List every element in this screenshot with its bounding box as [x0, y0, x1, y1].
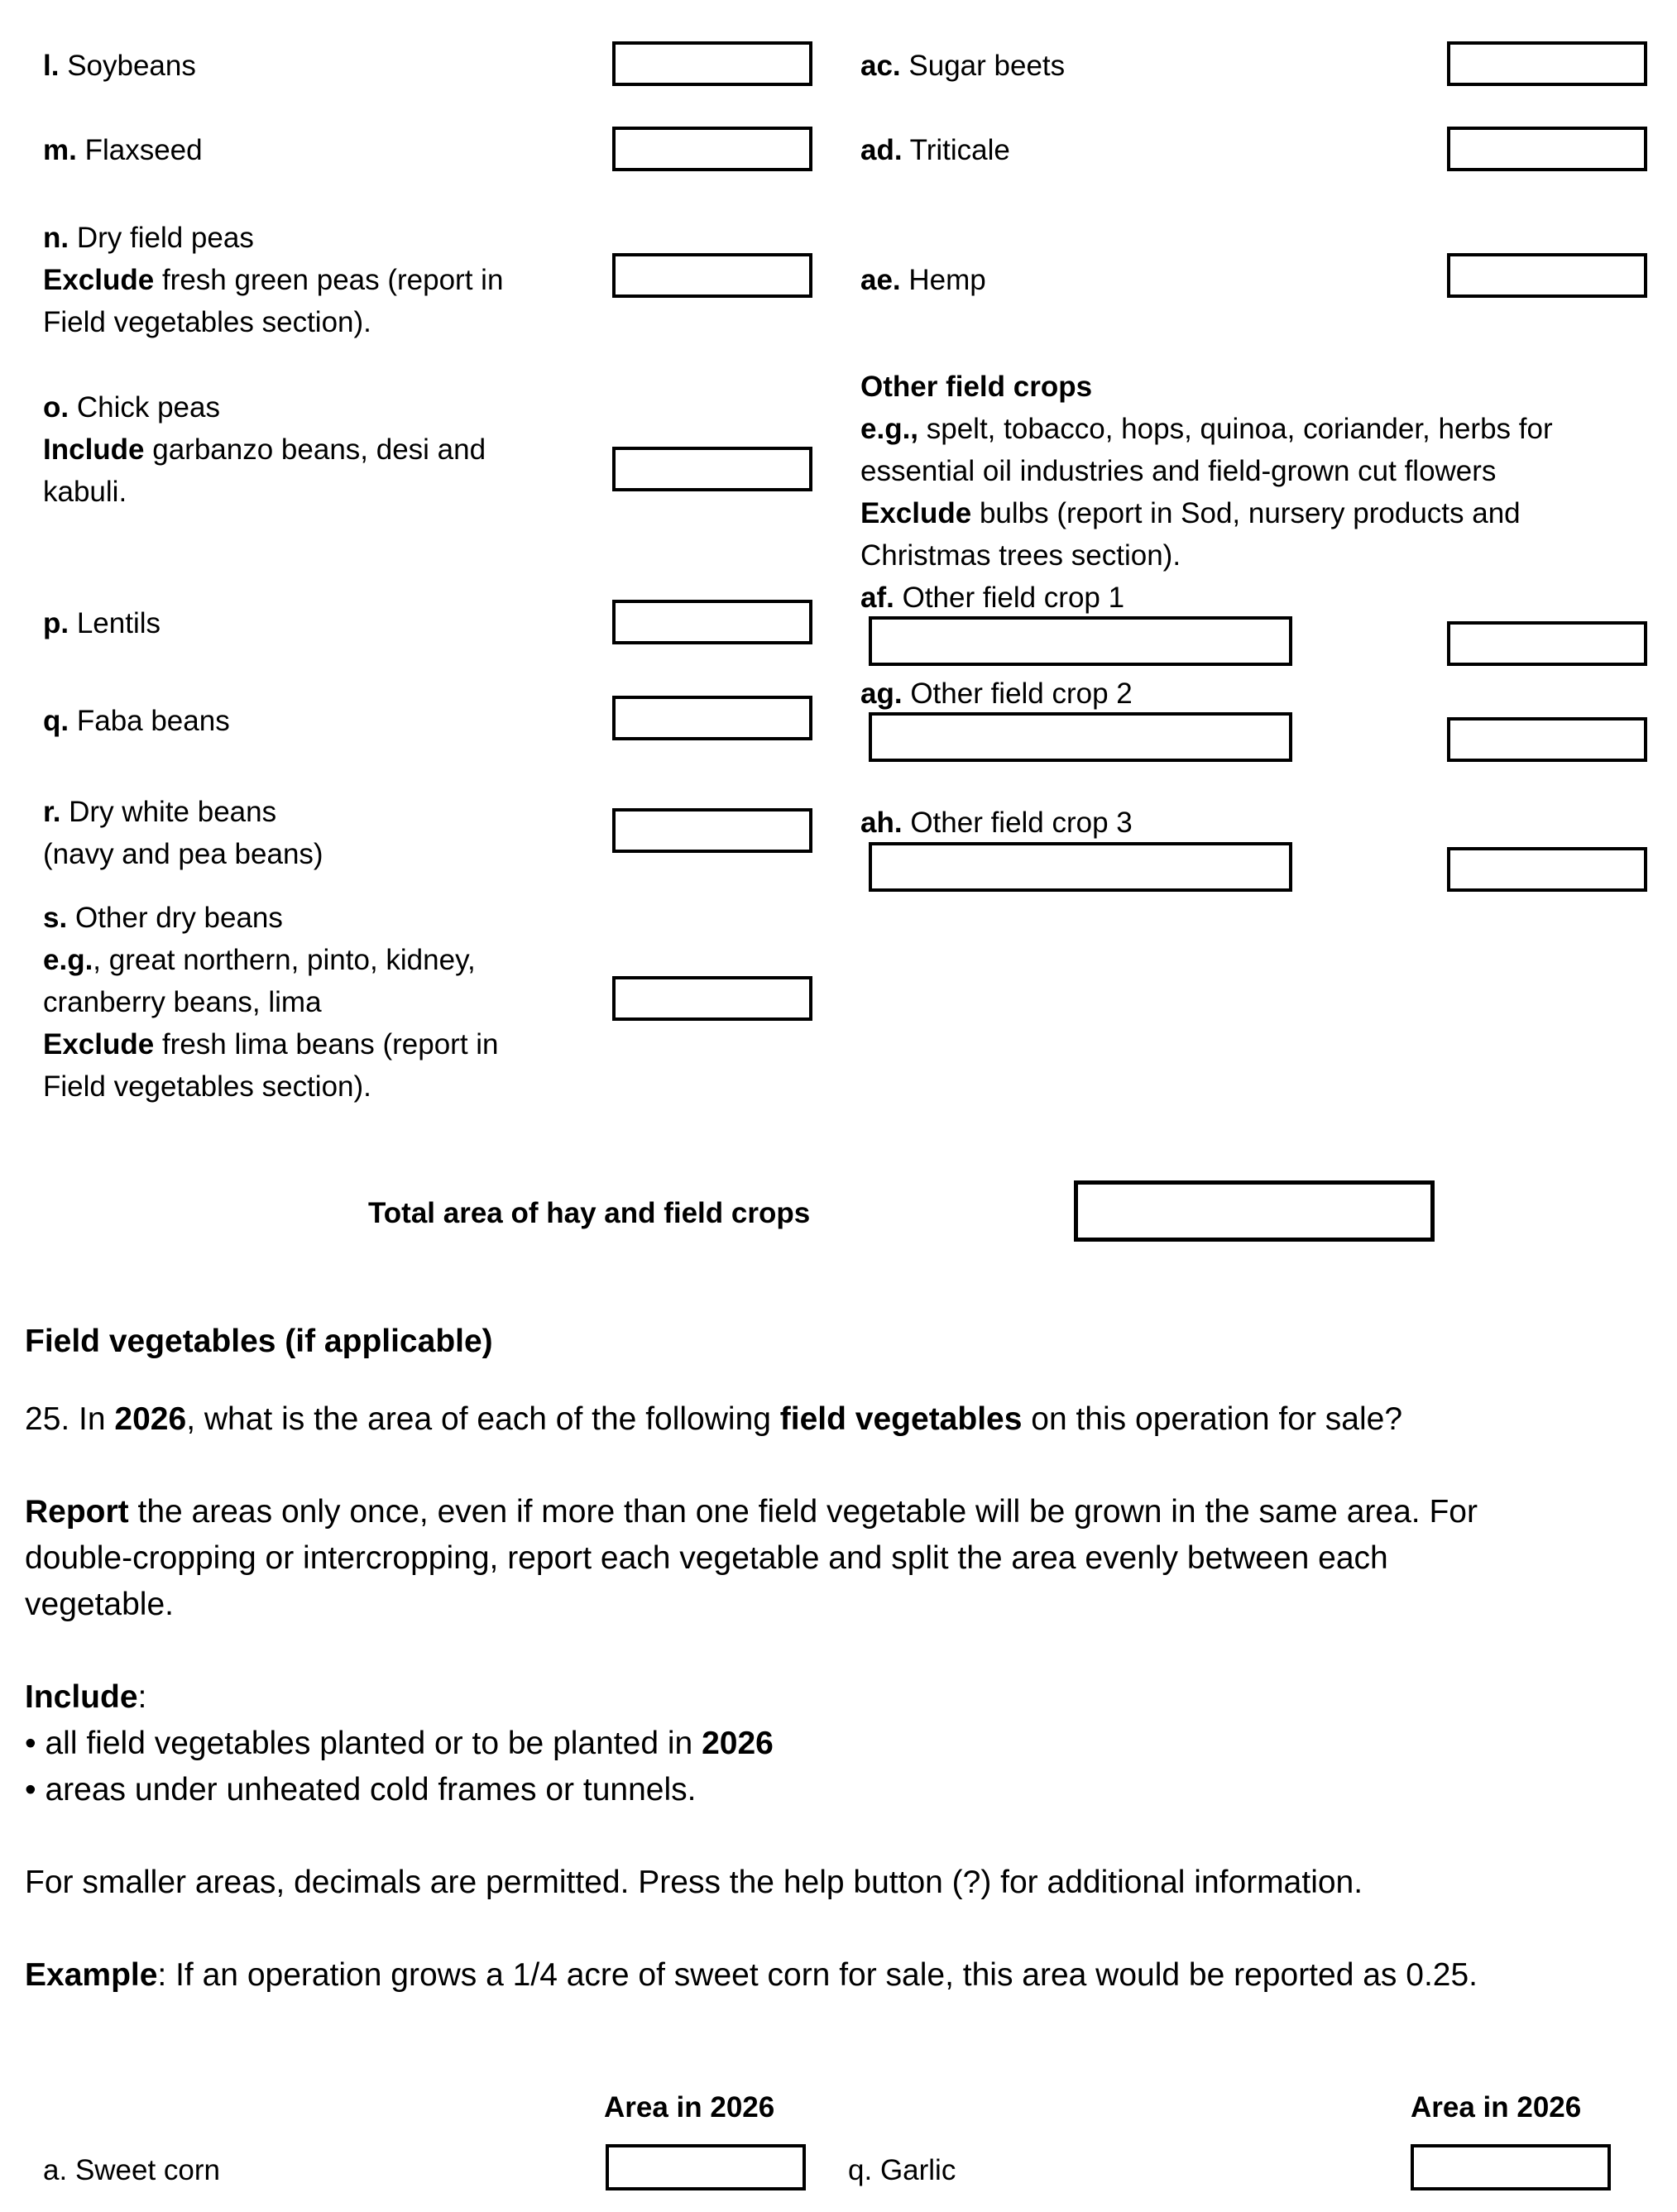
item-label-soybeans: l. Soybeans: [43, 50, 196, 82]
name-input-other-crop-3[interactable]: [869, 842, 1292, 892]
item-note: Exclude fresh lima beans (report in: [43, 1028, 499, 1061]
item-note: cranberry beans, lima: [43, 986, 322, 1018]
input-other-crop-1[interactable]: [1447, 621, 1647, 666]
input-dry-white-beans[interactable]: [612, 808, 812, 853]
item-label-other-crop-1: af. Other field crop 1: [860, 582, 1125, 614]
item-label-hemp: ae. Hemp: [860, 264, 986, 296]
input-triticale[interactable]: [1447, 127, 1647, 171]
other-crops-note: Exclude bulbs (report in Sod, nursery products and: [860, 497, 1521, 529]
input-other-crop-3[interactable]: [1447, 847, 1647, 892]
input-flaxseed[interactable]: [612, 127, 812, 171]
input-sugar-beets[interactable]: [1447, 41, 1647, 86]
veg-label-sweet-corn: a. Sweet corn: [43, 2154, 221, 2186]
input-faba-beans[interactable]: [612, 696, 812, 740]
item-label-faba-beans: q. Faba beans: [43, 705, 230, 737]
item-label-dry-white-beans: r. Dry white beans: [43, 796, 277, 828]
input-sweet-corn[interactable]: [606, 2144, 806, 2190]
veg-label-garlic: q. Garlic: [848, 2154, 956, 2186]
question-25: 25. In 2026, what is the area of each of the following field vegetables on this operation for sale?: [25, 1401, 1403, 1437]
input-other-dry-beans[interactable]: [612, 976, 812, 1021]
item-note: Field vegetables section).: [43, 306, 371, 338]
column-header-area-right: Area in 2026: [1411, 2091, 1582, 2123]
item-label-dry-field-peas: n. Dry field peas: [43, 222, 254, 254]
item-note: e.g., great northern, pinto, kidney,: [43, 944, 476, 976]
item-label-sugar-beets: ac. Sugar beets: [860, 50, 1066, 82]
total-input[interactable]: [1074, 1180, 1435, 1242]
decimals-note: For smaller areas, decimals are permitted. Press the help button (?) for additional information.: [25, 1865, 1363, 1900]
other-field-crops-heading: Other field crops: [860, 371, 1093, 403]
input-dry-field-peas[interactable]: [612, 253, 812, 298]
include-bullet: • areas under unheated cold frames or tunnels.: [25, 1772, 697, 1807]
name-input-other-crop-2[interactable]: [869, 712, 1292, 762]
example-note: Example: If an operation grows a 1/4 acre of sweet corn for sale, this area would be reported as 0.25.: [25, 1957, 1478, 1993]
item-label-other-dry-beans: s. Other dry beans: [43, 902, 283, 934]
report-instructions-line: vegetable.: [25, 1587, 174, 1622]
section-title: Field vegetables (if applicable): [25, 1324, 493, 1359]
input-other-crop-2[interactable]: [1447, 717, 1647, 762]
name-input-other-crop-1[interactable]: [869, 616, 1292, 666]
other-crops-note: e.g., spelt, tobacco, hops, quinoa, coriander, herbs for: [860, 413, 1553, 445]
input-hemp[interactable]: [1447, 253, 1647, 298]
include-heading: Include:: [25, 1679, 147, 1715]
item-label-flaxseed: m. Flaxseed: [43, 134, 203, 166]
item-note: (navy and pea beans): [43, 838, 323, 870]
total-label: Total area of hay and field crops: [368, 1197, 811, 1229]
item-note: Exclude fresh green peas (report in: [43, 264, 504, 296]
report-instructions-line: Report the areas only once, even if more than one field vegetable will be grown in the same area. For: [25, 1494, 1478, 1530]
report-instructions-line: double-cropping or intercropping, report each vegetable and split the area evenly between each: [25, 1540, 1388, 1576]
item-note: Field vegetables section).: [43, 1070, 371, 1103]
column-header-area-left: Area in 2026: [604, 2091, 775, 2123]
item-label-other-crop-3: ah. Other field crop 3: [860, 807, 1133, 839]
item-label-lentils: p. Lentils: [43, 607, 161, 639]
other-crops-note: essential oil industries and field-grown cut flowers: [860, 455, 1497, 487]
input-chick-peas[interactable]: [612, 447, 812, 491]
item-label-chick-peas: o. Chick peas: [43, 391, 220, 424]
item-note: kabuli.: [43, 476, 127, 508]
input-lentils[interactable]: [612, 600, 812, 644]
input-soybeans[interactable]: [612, 41, 812, 86]
item-label-triticale: ad. Triticale: [860, 134, 1010, 166]
item-note: Include garbanzo beans, desi and: [43, 433, 486, 466]
include-bullet: • all field vegetables planted or to be planted in 2026: [25, 1726, 774, 1761]
input-garlic[interactable]: [1411, 2144, 1611, 2190]
other-crops-note: Christmas trees section).: [860, 539, 1181, 572]
item-label-other-crop-2: ag. Other field crop 2: [860, 677, 1133, 710]
